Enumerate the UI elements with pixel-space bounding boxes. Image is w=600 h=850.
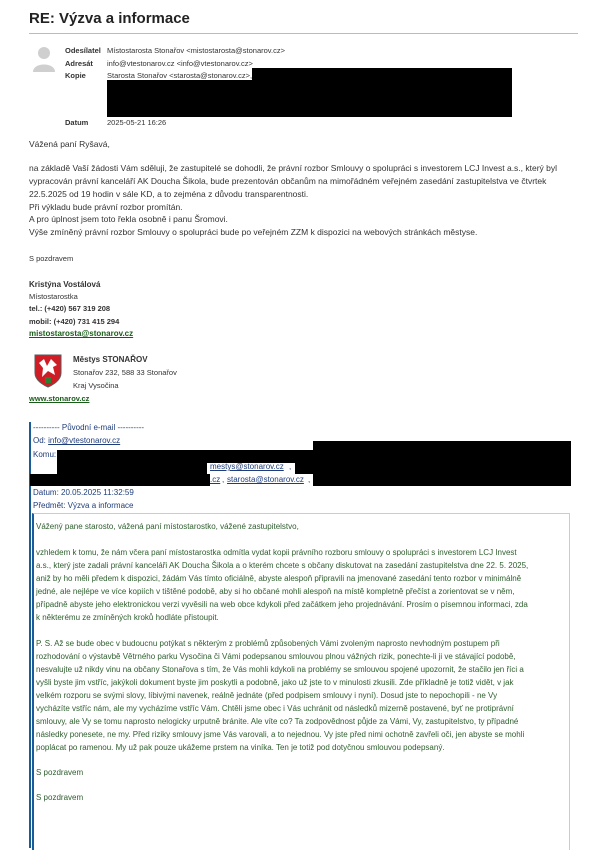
message-line: rozhodování o výstavbě Větrného parku Vysočina či Vámi podepsanou smlouvou plnou vážných rizik, ponechte-li ji ve stávající podobě,	[36, 652, 516, 661]
message-greeting: Vážený pane starosto, vážená paní místostarostko, vážené zastupitelstvo,	[36, 522, 299, 531]
forwarded-from-link[interactable]: info@vtestonarov.cz	[48, 436, 121, 445]
forwarded-to-link[interactable]: mestys@stonarov.cz	[210, 462, 284, 471]
forwarded-to-label: Komu:	[33, 450, 57, 459]
to-label: Adresát	[65, 59, 93, 68]
message-line: vzhledem k tomu, že nám včera paní místostarostka odmítla vydat kopii právního rozboru smlouvy o spolupráci s investorem LCJ Invest	[36, 548, 517, 557]
from-label: Odesílatel	[65, 46, 101, 55]
reply-line: na základě Vaší žádosti Vám sděluji, že zastupitelé se dohodli, že právní rozbor Smlouvy o spolupráci s investorem LCJ Invest a.s., který byl	[29, 163, 558, 173]
redaction-block	[30, 474, 210, 486]
avatar-icon	[33, 46, 55, 72]
message-line: případně abyste jeho elektronickou verzi vyvěsili na web obce kdykoli před začátkem jeho projednávání. Prosím o písemnou informaci, zda	[36, 600, 528, 609]
email-subject: RE: Výzva a informace	[29, 10, 190, 27]
signature-tel: tel.: (+420) 567 319 208	[29, 304, 111, 313]
to-value[interactable]: info@vtestonarov.cz <info@vtestonarov.cz>	[107, 59, 253, 68]
separator: ,	[308, 475, 311, 484]
forwarded-from-label: Od:	[33, 436, 46, 445]
org-name: Městys STONAŘOV	[73, 355, 148, 364]
signature-mobil: mobil: (+420) 731 415 294	[29, 317, 120, 326]
message-line: vycházíte vstříc nám, ale my vycházíme vstříc Vám. Chtěli jsme obec i Vás uchránit od následků mizerně postavené, byť ne protiprávní	[36, 704, 514, 713]
reply-line: Výše zmíněný právní rozbor Smlouvy o spolupráci bude po veřejném ZZM k dispozici na webových stránkách městyse.	[29, 227, 478, 237]
message-line: následky ponesete, ne my. Před riziky smlouvy jsme Vás varovali, a to nejednou. Vy jste před nimi ochotně zavřeli oči, jen abyste se mohli	[36, 730, 525, 739]
message-line: jedné, ale nejlépe ve více kopiích v tištěné podobě, aby si ho občané mohli alespoň na místě kompletně přečíst a zorientovat se v něm,	[36, 587, 515, 596]
message-line: P. S. Až se bude obec v budoucnu potýkat s některým z problémů způsobených Vámi zvoleným naprosto nevhodným postupem při	[36, 639, 500, 648]
date-row	[65, 118, 585, 128]
redaction-block	[57, 450, 571, 463]
cc-value[interactable]: Starosta Stonařov <starosta@stonarov.cz>,	[107, 71, 253, 80]
message-closing: S pozdravem	[36, 793, 84, 802]
forwarded-subject: Předmět: Výzva a informace	[33, 501, 134, 510]
signature-role: Místostarostka	[29, 292, 78, 301]
reply-closing: S pozdravem	[29, 254, 74, 263]
org-address-1: Stonařov 232, 588 33 Stonařov	[73, 368, 177, 377]
redaction-block	[313, 474, 571, 486]
message-line: smlouvy, ale Vy se tomu naprosto nelogicky urputně bránite. Ale víte co? Ta zodpovědnost půjde za Vámi, Vy, zastupitelstvo, ty případné	[36, 717, 519, 726]
forwarded-date: Datum: 20.05.2025 11:32:59	[33, 488, 134, 497]
separator: ,	[289, 462, 292, 471]
header-divider	[29, 33, 578, 34]
website-link[interactable]: www.stonarov.cz	[29, 394, 90, 403]
date-label: Datum	[65, 118, 89, 127]
date-value: 2025-05-21 16:26	[107, 118, 167, 127]
signature-name: Kristýna Vostálová	[29, 280, 101, 289]
message-closing: S pozdravem	[36, 768, 84, 777]
from-value[interactable]: Místostarosta Stonařov <mistostarosta@stonarov.cz>	[107, 46, 285, 55]
redaction-block	[107, 80, 512, 117]
message-line: vyšli byste jim vstříc, jakýkoli dokument byste jim poskytli a podobně, jako už jste to v minulosti zkusili. Zde příkladně je totiž vidět, v jak	[36, 678, 514, 687]
org-address-2: Kraj Vysočina	[73, 381, 119, 390]
redaction-block	[252, 68, 512, 80]
forwarded-header: ---------- Původní e-mail ----------	[33, 423, 145, 432]
reply-line: 22.5.2025 od 19 hodin v sále KD, a to zejména z důvodu transparentnosti.	[29, 189, 309, 199]
forwarded-from	[33, 436, 120, 445]
forwarded-to-link[interactable]: .cz	[210, 475, 221, 484]
message-line: aniž by ho měli předem k dispozici, žádám Vás tímto oficiálně, abyste alespoň připravili na jmenované zasedání tento rozbor v minimálně	[36, 574, 522, 583]
reply-line: vypracován právní kanceláří AK Doucha Šikola, bude prezentován občanům na mimořádném veřejném zasedání zastupitelstva ve čtvrtek	[29, 176, 547, 186]
forwarded-to-link[interactable]: starosta@stonarov.cz	[227, 475, 304, 484]
message-line: k některému ze zmíněných kroků hodláte přistoupit.	[36, 613, 219, 622]
separator: ,	[222, 475, 225, 484]
reply-line: Při výkladu bude právní rozbor promítán.	[29, 202, 183, 212]
message-line: a.s., který jste zadali právní kanceláři AK Doucha Šikola a o kterém chcete s občany diskutovat na zasedání zastupitelstva dne 22. 5. 2025,	[36, 561, 529, 570]
cc-label: Kopie	[65, 71, 86, 80]
message-line: poplácat po ramenou. My už pak pouze ukážeme prstem na viníka. Ten je totiž pod dotyčnou smlouvou podepsaný.	[36, 743, 445, 752]
redaction-block	[295, 463, 571, 474]
message-line: velkém rozporu se svými slovy, líbivými navenek, reálně jednáte (před podpisem smlouvy i nyní). Dosud jste to nepochopili - ne Vy	[36, 691, 498, 700]
municipality-crest-icon	[33, 353, 63, 389]
from-row	[65, 46, 585, 56]
message-line: nesvalujte už nikdy vinu na občany Stonařova s tím, že Vás mohli kdykoli na problémy se smlouvou spojené upozornit, že stačilo jen říci a	[36, 665, 524, 674]
signature-email-link[interactable]: mistostarosta@stonarov.cz	[29, 329, 134, 338]
reply-line: A pro úplnost jsem toto řekla osobně i panu Šromovi.	[29, 214, 228, 224]
reply-greeting: Vážená paní Ryšavá,	[29, 139, 110, 149]
